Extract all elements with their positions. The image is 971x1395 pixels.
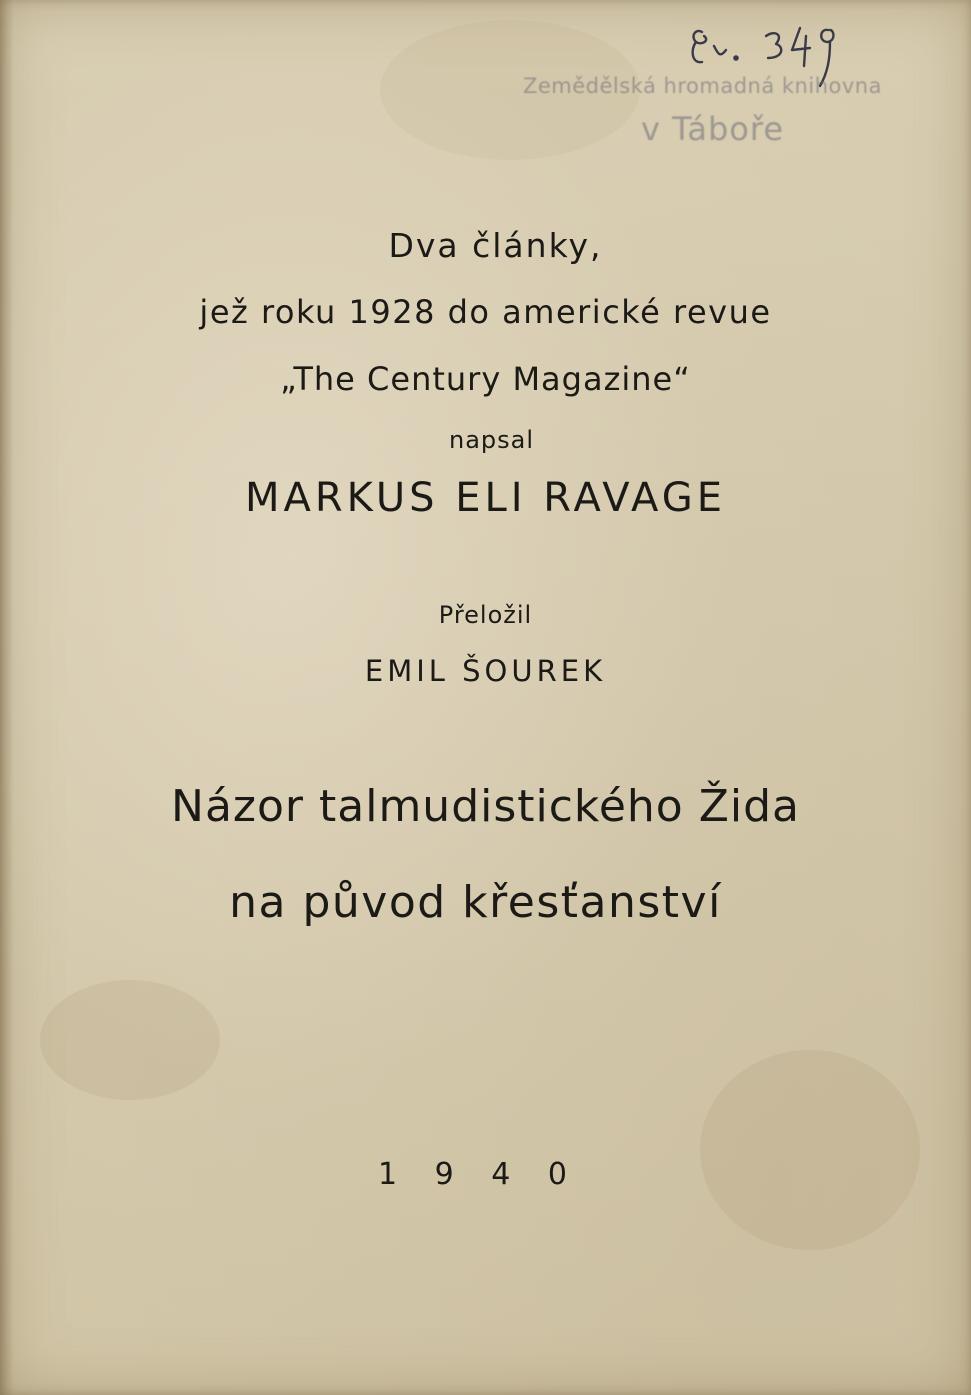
intro-line-1: Dva články, — [388, 226, 603, 265]
translator-name: EMIL ŠOUREK — [364, 654, 607, 688]
paper-stain — [40, 980, 220, 1100]
library-stamp — [515, 68, 955, 158]
stamp-line-2: v Táboře — [641, 110, 784, 148]
book-title-line-2: na původ křesťanství — [229, 877, 722, 928]
paper-stain — [700, 1050, 920, 1250]
translated-by-label: Přeložil — [438, 601, 533, 629]
author-name: MARKUS ELI RAVAGE — [245, 475, 726, 521]
magazine-name: „The Century Magazine“ — [280, 360, 691, 398]
written-by-label: napsal — [448, 426, 535, 454]
stamp-line-1: Zemědělská hromadná knihovna — [523, 74, 882, 98]
publication-year: 1 9 4 0 — [378, 1157, 581, 1192]
book-title-line-1: Názor talmudistického Žida — [171, 781, 800, 832]
intro-line-2: jež roku 1928 do americké revue — [199, 293, 772, 331]
